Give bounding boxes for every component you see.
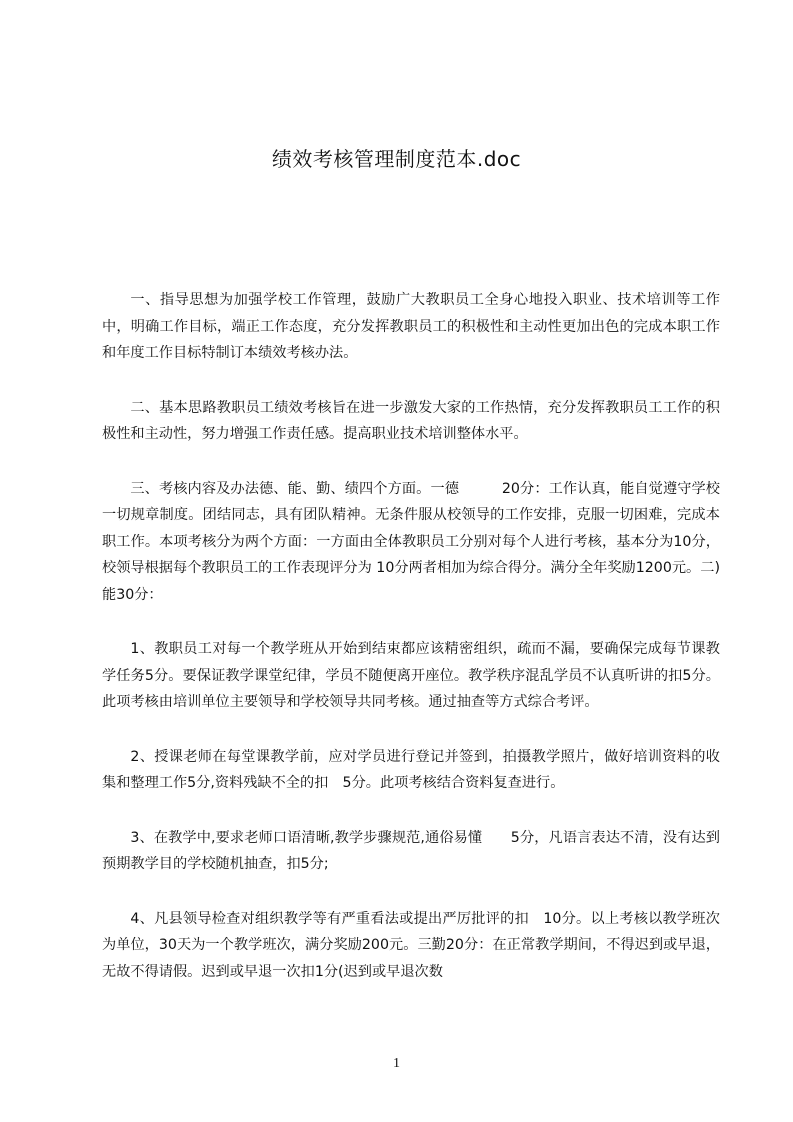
- document-title: 绩效考核管理制度范本.doc: [271, 147, 522, 171]
- paragraph-item-2: 2、授课老师在每堂课教学前，应对学员进行登记并签到，拍摄教学照片，做好培训资料的收集和整理工作5分,资料残缺不全的扣 5分。此项考核结合资料复查进行。: [102, 748, 720, 791]
- paragraph-guiding-thought: 一、指导思想为加强学校工作管理，鼓励广大教职员工全身心地投入职业、技术培训等工作中，明确工作目标，端正工作态度，充分发挥教职员工的积极性和主动性更加出色的完成本职工作和年度工作目标特制订本绩效考核办法。: [102, 292, 720, 361]
- paragraph-item-4: 4、凡县领导检查对组织教学等有严重看法或提出严厉批评的扣 10分。以上考核以教学班次为单位，30天为一个教学班次，满分奖励200元。三勤20分：在正常教学期间，不得迟到或早退，无故不得请假。迟到或早退一次扣1分(迟到或早退次数: [102, 910, 720, 980]
- paragraph-item-1: 1、教职员工对每一个教学班从开始到结束都应该精密组织，疏而不漏，要确保完成每节课教学任务5分。要保证教学课堂纪律，学员不随便离开座位。教学秩序混乱学员不认真听讲的扣5分。此项考核由培训单位主要领导和学校领导共同考核。通过抽查等方式综合考评。: [102, 641, 720, 710]
- page-number: 1: [393, 1056, 400, 1071]
- document-body: [102, 287, 720, 1013]
- paragraph-item-3: 3、在教学中,要求老师口语清晰,教学步骤规范,通俗易懂 5分，凡语言表达不清，没有达到预期教学目的学校随机抽查，扣5分;: [102, 829, 720, 872]
- paragraph-assessment-content: 三、考核内容及办法德、能、勤、绩四个方面。一德 20分：工作认真，能自觉遵守学校一切规章制度。团结同志，具有团队精神。无条件服从校领导的工作安排，克服一切困难，完成本职工作。本项考核分为两个方面：一方面由全体教职员工分别对每个人进行考核，基本分为10分，校领导根据每个教职员工的工作表现评分为 10分两者相加为综合得分。满分全年奖励1200元。二)能30分：: [102, 480, 720, 603]
- paragraph-basic-approach: 二、基本思路教职员工绩效考核旨在进一步激发大家的工作热情，充分发挥教职员工工作的积极性和主动性，努力增强工作责任感。提高职业技术培训整体水平。: [102, 399, 720, 442]
